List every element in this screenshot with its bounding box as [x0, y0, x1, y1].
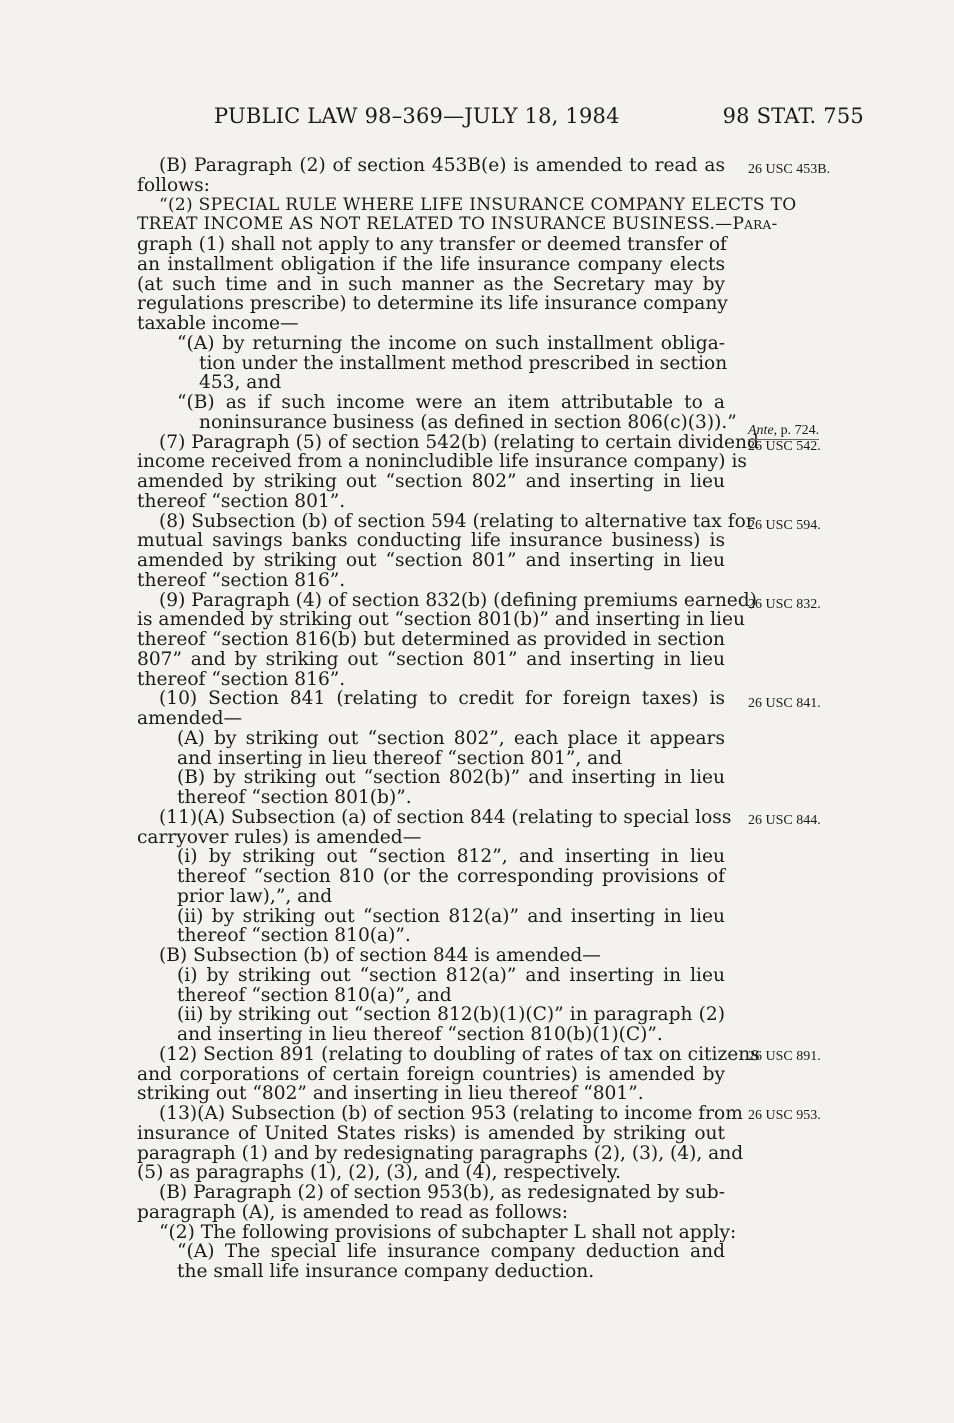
margin-citation-text: p. 724. — [777, 423, 820, 438]
text-line: “(2) The following provisions of subchapter L shall not apply: — [159, 1221, 737, 1243]
text-line: (A) by striking out “section 802”, each place it appears — [177, 727, 725, 749]
margin-citation: 26 USC 844. — [748, 813, 821, 828]
text-line: paragraph (1) and by redesignating paragraphs (2), (3), (4), and — [137, 1142, 744, 1164]
margin-citation: 26 USC 841. — [748, 696, 821, 711]
text-line: (5) as paragraphs (1), (2), (3), and (4), respectively. — [137, 1162, 622, 1184]
margin-citation: 26 USC 891. — [748, 1049, 821, 1064]
text-line: “(A) by returning the income on such installment obliga- — [177, 332, 725, 354]
text-line: the small life insurance company deduction. — [177, 1261, 595, 1282]
text-line: (B) Paragraph (2) of section 453B(e) is amended to read as — [159, 155, 725, 176]
text-line: insurance of United States risks) is amended by striking out — [137, 1122, 725, 1144]
text-line: TREAT INCOME AS NOT RELATED TO INSURANCE BUSINESS.—Para- — [137, 214, 778, 235]
text-line: (11)(A) Subsection (a) of section 844 (relating to special loss — [159, 806, 732, 828]
text-line: “(B) as if such income were an item attributable to a — [177, 392, 725, 413]
text-line: (B) Paragraph (2) of section 953(b), as redesignated by sub- — [159, 1182, 725, 1203]
margin-citation: 26 USC 594. — [748, 518, 821, 533]
text-line: 807” and by striking out “section 801” and inserting in lieu — [137, 648, 725, 670]
text-line: (7) Paragraph (5) of section 542(b) (relating to certain dividend — [159, 431, 759, 453]
margin-citation: 26 USC 953. — [748, 1108, 821, 1123]
text-line: (at such time and in such manner as the Secretary may by — [137, 273, 725, 295]
text-line: (ii) by striking out “section 812(b)(1)(C)” in paragraph (2) — [177, 1004, 725, 1026]
text-line: (i) by striking out “section 812”, and inserting in lieu — [177, 846, 725, 868]
margin-citation: 26 USC 453B. — [748, 162, 831, 177]
text-line: is amended by striking out “section 801(b)” and inserting in lieu — [137, 609, 745, 631]
text-line: 453, and — [199, 372, 282, 394]
header-title: PUBLIC LAW 98–369—JULY 18, 1984 — [214, 104, 620, 128]
text-line: amended by striking out “section 802” and inserting in lieu — [137, 471, 725, 492]
margin-citation: 26 USC 832. — [748, 597, 821, 612]
text-line: (12) Section 891 (relating to doubling of rates of tax on citizens — [159, 1043, 760, 1065]
text-line: thereof “section 810 (or the corresponding provisions of — [177, 866, 725, 887]
header-page-number: 98 STAT. 755 — [722, 104, 864, 128]
text-line: “(A) The special life insurance company deduction and — [177, 1241, 725, 1263]
text-line: graph (1) shall not apply to any transfer or deemed transfer of — [137, 234, 727, 255]
text-line: “(2) SPECIAL RULE WHERE LIFE INSURANCE COMPANY ELECTS TO — [159, 194, 797, 215]
text-line: striking out “802” and inserting in lieu thereof “801”. — [137, 1083, 644, 1105]
text-line: thereof “section 801(b)”. — [177, 787, 412, 808]
text-line: and inserting in lieu thereof “section 810(b)(1)(C)”. — [177, 1024, 663, 1045]
text-line: tion under the installment method prescribed in section — [199, 352, 728, 374]
text-line: (13)(A) Subsection (b) of section 953 (relating to income from — [159, 1103, 743, 1124]
text-line: amended— — [137, 708, 243, 729]
text-line: thereof “section 816(b) but determined as provided in section — [137, 629, 725, 650]
text-line: (9) Paragraph (4) of section 832(b) (defining premiums earned) — [159, 589, 757, 611]
text-line: prior law),”, and — [177, 885, 333, 907]
text-line: and inserting in lieu thereof “section 801”, and — [177, 747, 623, 769]
margin-citation — [748, 423, 819, 440]
text-line: (B) Subsection (b) of section 844 is amended— — [159, 945, 601, 966]
text-line: (10) Section 841 (relating to credit for foreign taxes) is — [159, 688, 725, 710]
text-line: an installment obligation if the life insurance company elects — [137, 253, 725, 275]
margin-citation-italic: Ante, — [748, 423, 778, 438]
text-line: thereof “section 816”. — [137, 668, 346, 690]
text-line: carryover rules) is amended— — [137, 826, 422, 848]
text-line: thereof “section 801”. — [137, 490, 346, 512]
text-line: regulations prescribe) to determine its life insurance company — [137, 293, 728, 315]
margin-citation: 26 USC 542. — [748, 439, 821, 454]
text-line: thereof “section 810(a)”, and — [177, 984, 452, 1006]
text-line: thereof “section 816”. — [137, 569, 346, 591]
text-line: (i) by striking out “section 812(a)” and inserting in lieu — [177, 964, 725, 986]
text-line: (B) by striking out “section 802(b)” and inserting in lieu — [177, 767, 725, 789]
text-line: noninsurance business (as defined in section 806(c)(3)).” — [199, 411, 737, 433]
text-line: thereof “section 810(a)”. — [177, 925, 411, 947]
text-line: (8) Subsection (b) of section 594 (relating to alternative tax for — [159, 510, 755, 532]
text-line: follows: — [137, 174, 210, 196]
text-line: (ii) by striking out “section 812(a)” and inserting in lieu — [177, 905, 725, 927]
text-line: amended by striking out “section 801” and inserting in lieu — [137, 550, 725, 571]
text-line: income received from a nonincludible life insurance company) is — [137, 451, 747, 473]
text-line: mutual savings banks conducting life insurance business) is — [137, 530, 725, 552]
text-line: taxable income— — [137, 313, 299, 334]
text-line: paragraph (A), is amended to read as follows: — [137, 1201, 568, 1223]
text-line: and corporations of certain foreign countries) is amended by — [137, 1063, 725, 1085]
